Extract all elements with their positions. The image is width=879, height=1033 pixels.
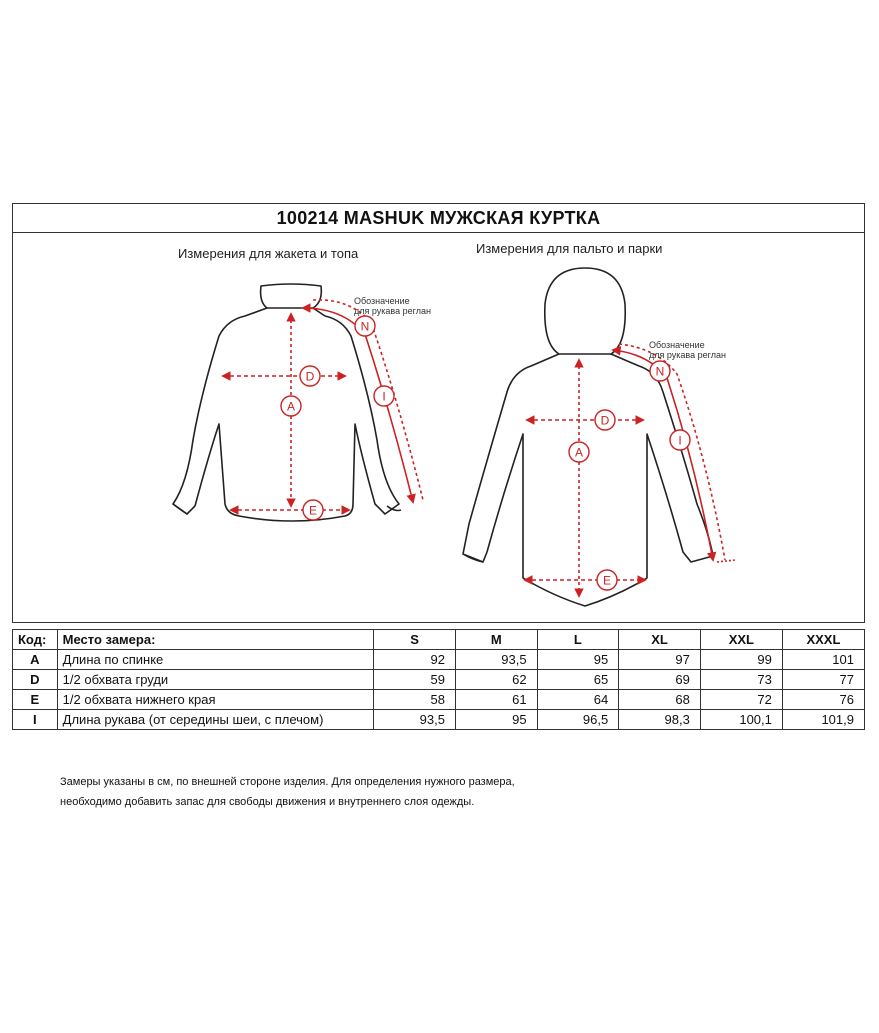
coat-raglan-note: Обозначение для рукава реглан: [649, 340, 726, 360]
row-value: 61: [455, 690, 537, 710]
coat-marker-e: E: [602, 573, 612, 588]
row-name: Длина рукава (от середины шеи, с плечом): [57, 710, 374, 730]
row-value: 73: [700, 670, 782, 690]
footnote-line-1: Замеры указаны в см, по внешней стороне изделия. Для определения нужного размера,: [60, 776, 515, 788]
row-value: 64: [537, 690, 619, 710]
table-row: [13, 650, 865, 670]
row-value: 62: [455, 670, 537, 690]
row-name: 1/2 обхвата груди: [57, 670, 374, 690]
row-value: 96,5: [537, 710, 619, 730]
row-value: 99: [700, 650, 782, 670]
jacket-caption: Измерения для жакета и топа: [178, 246, 359, 261]
size-chart-sheet: [12, 203, 865, 623]
table-row: [13, 670, 865, 690]
row-value: 101,9: [782, 710, 864, 730]
row-value: 68: [619, 690, 701, 710]
page-title: 100214 MASHUK МУЖСКАЯ КУРТКА: [13, 204, 864, 233]
row-value: 77: [782, 670, 864, 690]
row-value: 98,3: [619, 710, 701, 730]
jacket-marker-d: D: [305, 369, 315, 384]
row-code: I: [13, 710, 58, 730]
header-code: Код:: [13, 630, 58, 650]
row-value: 95: [455, 710, 537, 730]
row-value: 76: [782, 690, 864, 710]
coat-marker-i: I: [678, 433, 682, 448]
row-value: 95: [537, 650, 619, 670]
coat-marker-n: N: [655, 364, 665, 379]
table-row: [13, 710, 865, 730]
row-value: 100,1: [700, 710, 782, 730]
jacket-markers: [281, 316, 394, 520]
row-code: E: [13, 690, 58, 710]
coat-marker-d: D: [600, 413, 610, 428]
row-code: D: [13, 670, 58, 690]
row-value: 92: [374, 650, 456, 670]
table-row: [13, 690, 865, 710]
header-size-xl: XL: [619, 630, 701, 650]
jacket-raglan-note: Обозначение для рукава реглан: [354, 296, 431, 316]
footnote: [60, 772, 515, 812]
header-place: Место замера:: [57, 630, 374, 650]
header-size-xxl: XXL: [700, 630, 782, 650]
jacket-marker-a: A: [286, 399, 296, 414]
header-size-m: M: [455, 630, 537, 650]
row-value: 101: [782, 650, 864, 670]
row-value: 93,5: [374, 710, 456, 730]
jacket-marker-n: N: [360, 319, 370, 334]
row-value: 58: [374, 690, 456, 710]
row-name: Длина по спинке: [57, 650, 374, 670]
jacket-measure-lines: [223, 300, 423, 510]
header-size-xxxl: XXXL: [782, 630, 864, 650]
row-value: 97: [619, 650, 701, 670]
row-value: 65: [537, 670, 619, 690]
row-value: 93,5: [455, 650, 537, 670]
coat-caption: Измерения для пальто и парки: [476, 241, 663, 256]
size-table: [12, 629, 865, 730]
jacket-marker-i: I: [382, 389, 386, 404]
garment-diagrams: [13, 204, 866, 624]
header-size-l: L: [537, 630, 619, 650]
jacket-marker-e: E: [308, 503, 318, 518]
size-table-header: [13, 630, 865, 650]
coat-marker-a: A: [574, 445, 584, 460]
header-size-s: S: [374, 630, 456, 650]
row-name: 1/2 обхвата нижнего края: [57, 690, 374, 710]
row-value: 72: [700, 690, 782, 710]
row-code: A: [13, 650, 58, 670]
row-value: 69: [619, 670, 701, 690]
footnote-line-2: необходимо добавить запас для свободы движения и внутреннего слоя одежды.: [60, 796, 475, 808]
row-value: 59: [374, 670, 456, 690]
